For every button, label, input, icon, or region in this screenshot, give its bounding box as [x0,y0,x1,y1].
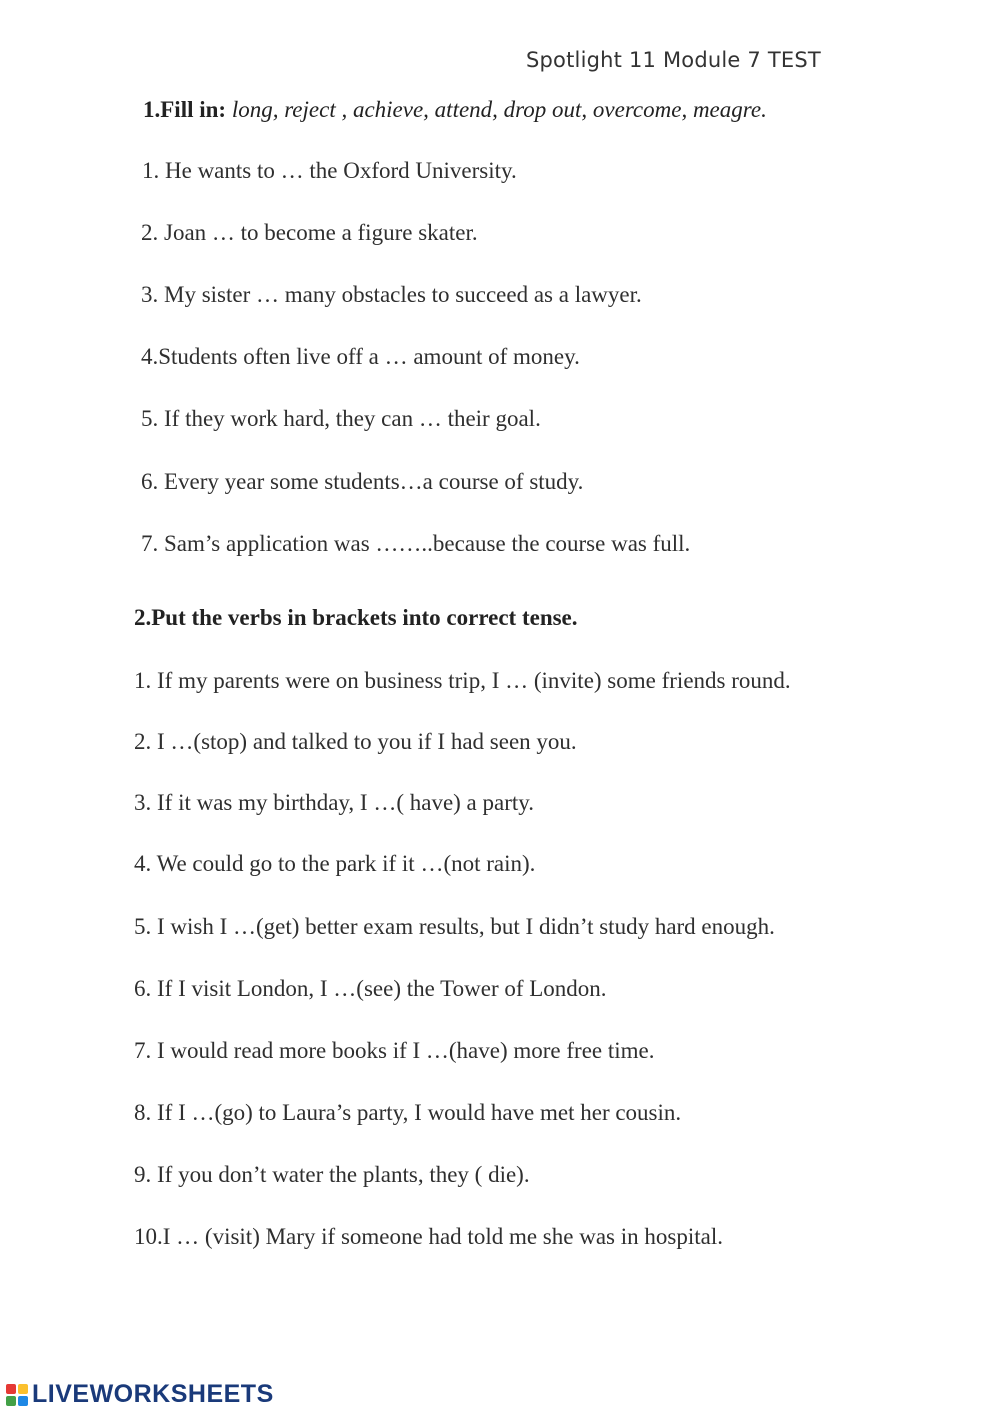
section-1-item: 5. If they work hard, they can … their goal. [141,406,541,431]
section-2-item: 10.I … (visit) Mary if someone had told me she was in hospital. [134,1224,723,1249]
section-1-item: 2. Joan … to become a figure skater. [141,220,478,245]
section-1-item: 3. My sister … many obstacles to succeed as a lawyer. [141,282,642,307]
section-2-item: 7. I would read more books if I …(have) more free time. [134,1038,655,1063]
section-1-item: 7. Sam’s application was ……..because the course was full. [141,531,691,556]
section-2-item: 5. I wish I …(get) better exam results, but I didn’t study hard enough. [134,914,775,939]
section-1-item: 4.Students often live off a … amount of money. [141,344,580,369]
section-2-item: 4. We could go to the park if it …(not rain). [134,851,536,876]
logo-square [6,1396,16,1406]
logo-square [6,1384,16,1394]
section-1-item: 6. Every year some students…a course of study. [141,469,584,494]
section-1-title: 1.Fill in: [143,97,227,122]
section-1-heading [143,97,767,123]
section-2-item: 6. If I visit London, I …(see) the Tower of London. [134,976,607,1001]
section-2-item: 1. If my parents were on business trip, I … (invite) some friends round. [134,668,791,693]
section-1-word-bank: long, reject , achieve, attend, drop out, overcome, meagre. [231,97,767,122]
logo-square [18,1384,28,1394]
liveworksheets-logo-text: LIVEWORKSHEETS [32,1380,274,1408]
liveworksheets-logo-icon [6,1384,28,1406]
liveworksheets-logo[interactable] [6,1380,274,1409]
section-1-item: 1. He wants to … the Oxford University. [142,158,517,183]
section-2-item: 8. If I …(go) to Laura’s party, I would have met her cousin. [134,1100,682,1125]
section-2-item: 3. If it was my birthday, I …( have) a party. [134,790,535,815]
section-2-title: 2.Put the verbs in brackets into correct tense. [134,605,578,630]
section-2-item: 9. If you don’t water the plants, they ( die). [134,1162,530,1187]
section-2-item: 2. I …(stop) and talked to you if I had seen you. [134,729,577,754]
logo-square [18,1396,28,1406]
page-title: Spotlight 11 Module 7 TEST [526,48,821,72]
